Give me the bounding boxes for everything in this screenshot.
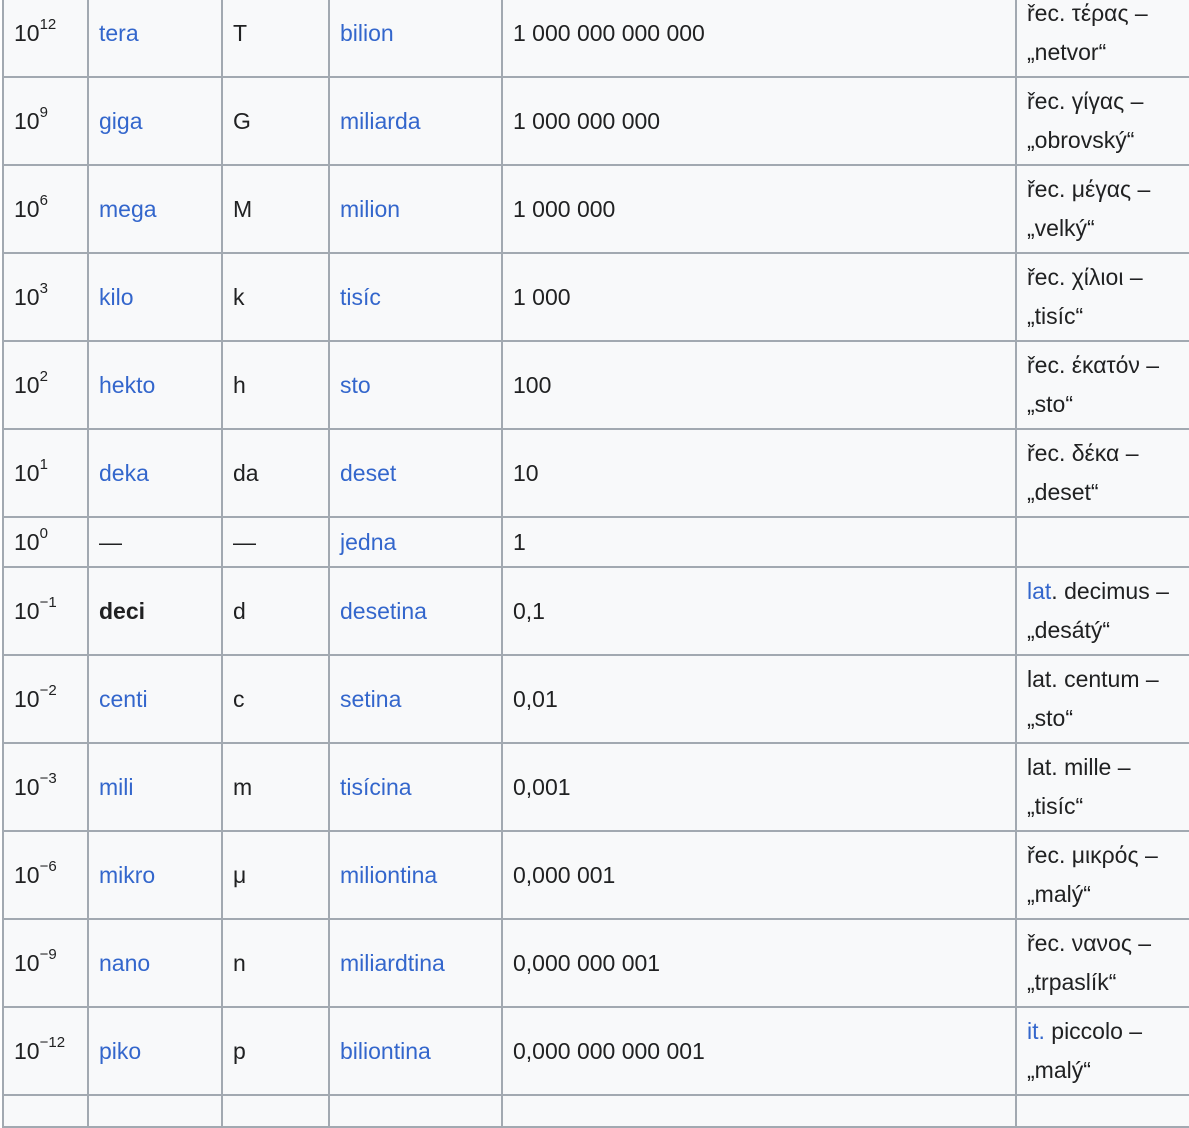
table-row [3, 253, 1189, 341]
name-cell [329, 253, 502, 341]
origin-cell [1016, 341, 1189, 429]
prefix-cell [88, 253, 222, 341]
prefix-cell [88, 831, 222, 919]
power-exponent: 6 [39, 191, 48, 209]
power-base: 10 [14, 371, 40, 398]
origin-text: řec. γίγας – „obrovský“ [1027, 88, 1144, 153]
table-row [3, 0, 1189, 77]
table-row [3, 655, 1189, 743]
power-cell [3, 743, 88, 831]
power-exponent: 2 [39, 367, 48, 385]
name-cell [329, 0, 502, 77]
symbol-cell: μ [222, 831, 329, 919]
prefix-cell [88, 0, 222, 77]
name-link[interactable]: miliontina [340, 861, 438, 888]
value-cell: 10 [502, 429, 1016, 517]
power-exponent: −1 [39, 593, 57, 611]
name-cell [329, 1007, 502, 1095]
power-cell [3, 831, 88, 919]
prefix-text: — [99, 528, 122, 555]
name-link[interactable]: miliarda [340, 107, 421, 134]
name-cell [329, 165, 502, 253]
origin-cell [1016, 919, 1189, 1007]
name-cell [329, 77, 502, 165]
power-cell [3, 655, 88, 743]
prefix-link[interactable]: centi [99, 685, 148, 712]
empty-cell [329, 1095, 502, 1127]
table-row [3, 831, 1189, 919]
power-cell [3, 77, 88, 165]
origin-text: řec. τέρας – „netvor“ [1027, 0, 1148, 65]
symbol-cell: m [222, 743, 329, 831]
table-row [3, 567, 1189, 655]
origin-link[interactable]: it. [1027, 1018, 1045, 1044]
prefix-link[interactable]: deka [99, 459, 149, 486]
origin-text: . decimus – „desátý“ [1027, 578, 1169, 643]
symbol-cell: h [222, 341, 329, 429]
name-link[interactable]: miliardtina [340, 949, 445, 976]
symbol-cell: d [222, 567, 329, 655]
name-cell [329, 517, 502, 567]
power-exponent: 12 [39, 15, 57, 33]
name-link[interactable]: deset [340, 459, 397, 486]
name-link[interactable]: sto [340, 371, 371, 398]
symbol-cell: da [222, 429, 329, 517]
origin-text: řec. έκατόν – „sto“ [1027, 352, 1160, 417]
name-link[interactable]: bilion [340, 19, 394, 46]
power-base: 10 [14, 773, 40, 800]
power-base: 10 [14, 949, 40, 976]
prefix-cell [88, 165, 222, 253]
origin-cell [1016, 77, 1189, 165]
prefix-link[interactable]: mega [99, 195, 157, 222]
name-cell [329, 567, 502, 655]
table-body [3, 0, 1189, 1127]
symbol-cell: T [222, 0, 329, 77]
origin-cell [1016, 655, 1189, 743]
value-cell: 0,1 [502, 567, 1016, 655]
origin-cell [1016, 1007, 1189, 1095]
origin-cell [1016, 743, 1189, 831]
prefix-cell [88, 655, 222, 743]
origin-cell [1016, 517, 1189, 567]
table-row [3, 1007, 1189, 1095]
power-base: 10 [14, 107, 40, 134]
power-exponent: −9 [39, 945, 57, 963]
power-cell [3, 567, 88, 655]
value-cell: 1 000 000 000 [502, 77, 1016, 165]
value-cell: 0,000 001 [502, 831, 1016, 919]
name-cell [329, 429, 502, 517]
prefix-text: deci [99, 597, 146, 624]
value-cell: 1 000 000 [502, 165, 1016, 253]
power-exponent: 0 [39, 524, 48, 542]
power-cell [3, 1007, 88, 1095]
power-cell [3, 0, 88, 77]
origin-cell [1016, 567, 1189, 655]
name-link[interactable]: tisíc [340, 283, 381, 310]
value-cell: 100 [502, 341, 1016, 429]
power-exponent: 9 [39, 103, 48, 121]
origin-text: řec. χίλιοι – „tisíc“ [1027, 264, 1143, 329]
table-row-partial [3, 1095, 1189, 1127]
table-row [3, 77, 1189, 165]
value-cell: 1 [502, 517, 1016, 567]
empty-cell [3, 1095, 88, 1127]
origin-cell [1016, 429, 1189, 517]
value-cell: 1 000 [502, 253, 1016, 341]
value-cell: 0,000 000 001 [502, 919, 1016, 1007]
prefix-cell [88, 429, 222, 517]
power-base: 10 [14, 283, 40, 310]
name-link[interactable]: biliontina [340, 1037, 431, 1064]
prefix-cell [88, 341, 222, 429]
power-base: 10 [14, 19, 40, 46]
value-cell: 0,001 [502, 743, 1016, 831]
prefix-cell [88, 1007, 222, 1095]
table-row [3, 429, 1189, 517]
power-exponent: 3 [39, 279, 48, 297]
origin-text: piccolo – „malý“ [1027, 1018, 1143, 1083]
symbol-cell: n [222, 919, 329, 1007]
prefix-cell [88, 567, 222, 655]
symbol-cell: M [222, 165, 329, 253]
value-cell: 0,000 000 000 001 [502, 1007, 1016, 1095]
table-row [3, 517, 1189, 567]
empty-cell [1016, 1095, 1189, 1127]
name-link[interactable]: milion [340, 195, 401, 222]
name-cell [329, 341, 502, 429]
power-base: 10 [14, 1037, 40, 1064]
power-exponent: 1 [39, 455, 48, 473]
name-link[interactable]: tisícina [340, 773, 412, 800]
origin-cell [1016, 0, 1189, 77]
prefix-cell [88, 517, 222, 567]
power-base: 10 [14, 597, 40, 624]
power-cell [3, 165, 88, 253]
si-prefix-table [2, 0, 1189, 1128]
origin-link[interactable]: lat [1027, 578, 1052, 604]
power-exponent: −12 [39, 1033, 66, 1051]
name-cell [329, 743, 502, 831]
power-cell [3, 517, 88, 567]
name-cell [329, 831, 502, 919]
symbol-cell: G [222, 77, 329, 165]
origin-cell [1016, 165, 1189, 253]
prefix-link[interactable]: hekto [99, 371, 156, 398]
power-base: 10 [14, 685, 40, 712]
symbol-cell: p [222, 1007, 329, 1095]
origin-text: řec. νανος – „trpaslík“ [1027, 930, 1152, 995]
symbol-cell: — [222, 517, 329, 567]
prefix-cell [88, 919, 222, 1007]
power-exponent: −2 [39, 681, 57, 699]
prefix-link[interactable]: kilo [99, 283, 134, 310]
power-exponent: −6 [39, 857, 57, 875]
power-base: 10 [14, 459, 40, 486]
power-cell [3, 253, 88, 341]
table-row [3, 919, 1189, 1007]
prefix-link[interactable]: tera [99, 19, 139, 46]
value-cell: 1 000 000 000 000 [502, 0, 1016, 77]
symbol-cell: c [222, 655, 329, 743]
name-cell [329, 919, 502, 1007]
power-base: 10 [14, 195, 40, 222]
name-link[interactable]: desetina [340, 597, 427, 624]
prefix-link[interactable]: nano [99, 949, 151, 976]
power-cell [3, 919, 88, 1007]
empty-cell [88, 1095, 222, 1127]
power-base: 10 [14, 528, 40, 555]
origin-text: lat. centum – „sto“ [1027, 666, 1159, 731]
power-base: 10 [14, 861, 40, 888]
power-cell [3, 429, 88, 517]
name-cell [329, 655, 502, 743]
name-link[interactable]: setina [340, 685, 402, 712]
empty-cell [502, 1095, 1016, 1127]
prefix-link[interactable]: piko [99, 1037, 142, 1064]
power-cell [3, 341, 88, 429]
prefix-cell [88, 77, 222, 165]
symbol-cell: k [222, 253, 329, 341]
power-exponent: −3 [39, 769, 57, 787]
origin-text: lat. mille – „tisíc“ [1027, 754, 1131, 819]
origin-cell [1016, 253, 1189, 341]
origin-text: řec. μέγας – „velký“ [1027, 176, 1151, 241]
table-row [3, 341, 1189, 429]
value-cell: 0,01 [502, 655, 1016, 743]
table-row [3, 743, 1189, 831]
prefix-link[interactable]: giga [99, 107, 143, 134]
origin-text: řec. δέκα – „deset“ [1027, 440, 1139, 505]
origin-cell [1016, 831, 1189, 919]
empty-cell [222, 1095, 329, 1127]
table-row [3, 165, 1189, 253]
origin-text: řec. μικρός – „malý“ [1027, 842, 1158, 907]
name-link[interactable]: jedna [340, 528, 397, 555]
prefix-link[interactable]: mili [99, 773, 134, 800]
prefix-link[interactable]: mikro [99, 861, 156, 888]
prefix-cell [88, 743, 222, 831]
